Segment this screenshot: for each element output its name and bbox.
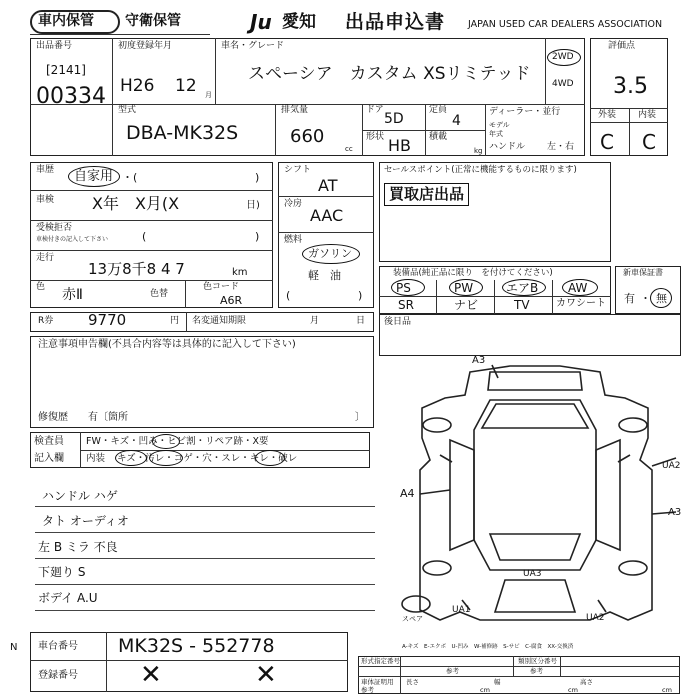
lot-sub-value: [2141] [46,63,86,77]
note-line-1: ハンドル ハゲ [42,489,118,503]
color-value: 赤Ⅱ [62,287,83,303]
damage-marker-a3-top: A3 [472,355,486,366]
designation-label: 形式指定番号 [361,657,400,665]
model-year-label-2: 年式 [489,130,503,138]
shape-value: HB [388,136,412,155]
hekomi-circle [152,434,180,449]
inspection-value: X年 X月(X [92,194,180,213]
cm-unit-3: cm [662,686,672,694]
note-line-2: タト オーディオ [42,514,129,528]
name-change-month: 月 [310,316,320,326]
name-change-day: 日 [356,316,366,326]
margin-mark: N [10,642,18,653]
interior-label: 内装 [638,110,657,120]
designation-ref: 参考 [446,667,459,675]
tab1-label: 車内保管 [38,13,94,29]
damage-marker-a3-right: A3 [668,507,682,518]
reg-no-cross-2: ✕ [255,660,277,690]
cm-unit-2: cm [568,686,578,694]
warranty-yes: 有 [624,292,635,305]
damage-marker-ua2-right: UA2 [662,461,681,471]
yogore-circle [149,450,183,466]
displacement-label: 排気量 [281,105,309,115]
cm-unit-1: cm [480,686,490,694]
equip-aw-circle [562,279,598,296]
score-value: 3.5 [613,74,648,99]
chassis-no-label: 車台番号 [38,641,78,652]
history-value: 自家用 [74,169,114,184]
lot-no-label: 出品番号 [36,41,73,51]
equip-pw: PW [454,281,474,295]
inspection-day: 日) [246,200,260,211]
reg-no-cross-1: ✕ [140,660,162,690]
kg-unit: kg [474,147,483,155]
color-code-value: A6R [220,294,243,307]
cooler-value: AAC [310,206,344,225]
equip-pw-circle [449,279,483,296]
fw-row: FW・キズ・凹み・ヒビ割・リペア跡・X要 [86,436,269,447]
cc-unit: cc [345,145,353,153]
ref-sub-1: 参考 [361,686,374,694]
reg-month-unit: 月 [205,91,212,99]
category-ref: 参考 [530,667,543,675]
interior-grade-value: C [642,130,656,154]
handle-lr-label: 左・右 [547,142,575,152]
chassis-no-value: MK32S - 552778 [118,635,275,657]
handle-label: ハンドル [489,142,526,152]
capacity-value: 4 [452,113,461,129]
yen-unit: 円 [170,316,180,326]
mileage-value: 13万8千8 4 7 [88,260,185,278]
sales-point-label: セールスポイント(正常に機能するものに限ります) [384,165,577,175]
entry-field-label: 記入欄 [34,453,64,464]
height-label: 高さ [580,678,593,686]
door-label: ドア [366,105,384,115]
repair-history-label: 修復歴 有〔箇所 [38,412,128,423]
shape-label: 形状 [366,132,385,142]
after-day-block [379,314,681,356]
warranty-label: 新車保証書 [623,268,663,277]
r-ken-label: R券 [38,316,54,326]
fuel-diesel-label: 軽 油 [308,269,341,282]
after-day-label: 後日品 [384,317,412,327]
color-code-label: 色コード [203,282,240,292]
page-title: 出品申込書 [345,11,446,33]
exterior-grade-value: C [600,130,614,154]
equip-seat: カワシート [556,298,606,309]
dealer-label: ディーラー・並行 [489,107,561,117]
width-label: 幅 [494,678,501,686]
length-label: 長さ [406,678,419,686]
inspection-label: 車検 [36,195,55,205]
reg-year-value: H26 [120,76,155,96]
sales-point-value: 買取店出品 [384,183,469,206]
equip-tv: TV [514,298,530,312]
accept-note: 車検付きの記入して下さい [36,236,109,243]
equip-navi: ナビ [454,298,479,312]
mileage-label: 走行 [36,253,55,263]
fuel-label: 燃料 [284,235,303,245]
note-line-5: ボデイ A.U [38,591,98,605]
capacity-label: 定員 [429,105,448,115]
exterior-label: 外装 [598,110,617,120]
page-subtitle: JAPAN USED CAR DEALERS ASSOCIATION [468,19,663,30]
door-value: 5D [384,111,404,127]
drive-2wd-label: 2WD [552,52,574,62]
history-options: ・( [122,171,138,184]
accept-open: ( [142,230,147,243]
equip-airbag: エアB [506,281,539,295]
history-label: 車歴 [36,165,55,175]
fuel-bracket-close: ) [358,289,363,302]
kizu-circle [115,450,147,466]
model-value: DBA-MK32S [126,122,239,144]
warranty-sep: ・ [640,292,651,305]
model-year-label-1: モデル [489,121,510,129]
logo-pref: 愛知 [282,12,316,32]
repair-history-close: 〕 [355,412,365,423]
notes-title: 注意事項申告欄(不具合内容等は具体的に記入して下さい) [38,339,296,350]
sales-point-block [379,162,611,262]
first-reg-label: 初度登録年月 [118,41,173,51]
name-change-label: 名変通知期限 [192,316,247,326]
inspector-label: 検査員 [34,436,64,447]
tab2-label: 守衛保管 [125,13,181,29]
equip-airbag-circle [502,279,546,296]
accept-close: ) [255,230,260,243]
fuel-value: ガソリン [308,247,352,260]
equip-sr: SR [398,298,414,312]
naiso-row: キズ・汚レ・コゲ・穴・スレ・キレ・破レ [117,453,298,464]
displacement-value: 660 [290,126,325,147]
sure-circle [255,450,285,466]
equip-aw: AW [568,281,588,295]
color-label: 色 [36,282,46,292]
accept-label: 受検拒否 [36,223,73,233]
category-label: 類別区分番号 [518,657,557,665]
warranty-no: 無 [656,292,667,305]
km-unit: km [232,267,248,278]
reg-no-label: 登録番号 [38,670,78,681]
drive-4wd-label: 4WD [552,79,574,89]
score-label: 評価点 [608,41,636,51]
spare-label: スペア [402,615,423,623]
note-line-3: 左 B ミラ 不良 [38,540,118,554]
color-change-label: 色替 [150,289,169,299]
fuel-bracket-open: ( [286,289,291,302]
damage-marker-ua1: UA1 [452,605,471,615]
load-label: 積載 [429,132,448,142]
cooler-label: 冷房 [284,199,303,209]
equip-ps: PS [396,281,411,295]
lot-no-value: 00334 [36,84,106,109]
car-name-label: 車名・グレード [221,41,285,51]
logo-ju: Ju [250,10,272,34]
damage-marker-ua2-bottom: UA2 [586,613,605,623]
equipment-label: 装備品(純正品に限り を付けてください) [393,268,553,278]
reg-month-value: 12 [175,76,197,96]
damage-marker-a4: A4 [400,487,415,500]
shift-value: AT [318,176,338,195]
damage-marker-ua3: UA3 [523,569,542,579]
shift-label: シフト [284,165,312,175]
note-line-4: 下廻り S [38,565,86,579]
cert-label: 車体証明用 [361,678,394,686]
damage-legend: A-キズ E-エクボ U-凹み W-補修跡 S-サビ C-腐食 XX-交換済 [402,644,574,650]
r-ken-value: 9770 [88,311,127,329]
history-close: ) [255,171,260,184]
equip-ps-circle [391,279,425,296]
naiso-label: 内装 [86,453,106,464]
car-name-value: スペーシア カスタム XSリミテッド [248,64,531,84]
model-label: 型式 [118,105,137,115]
